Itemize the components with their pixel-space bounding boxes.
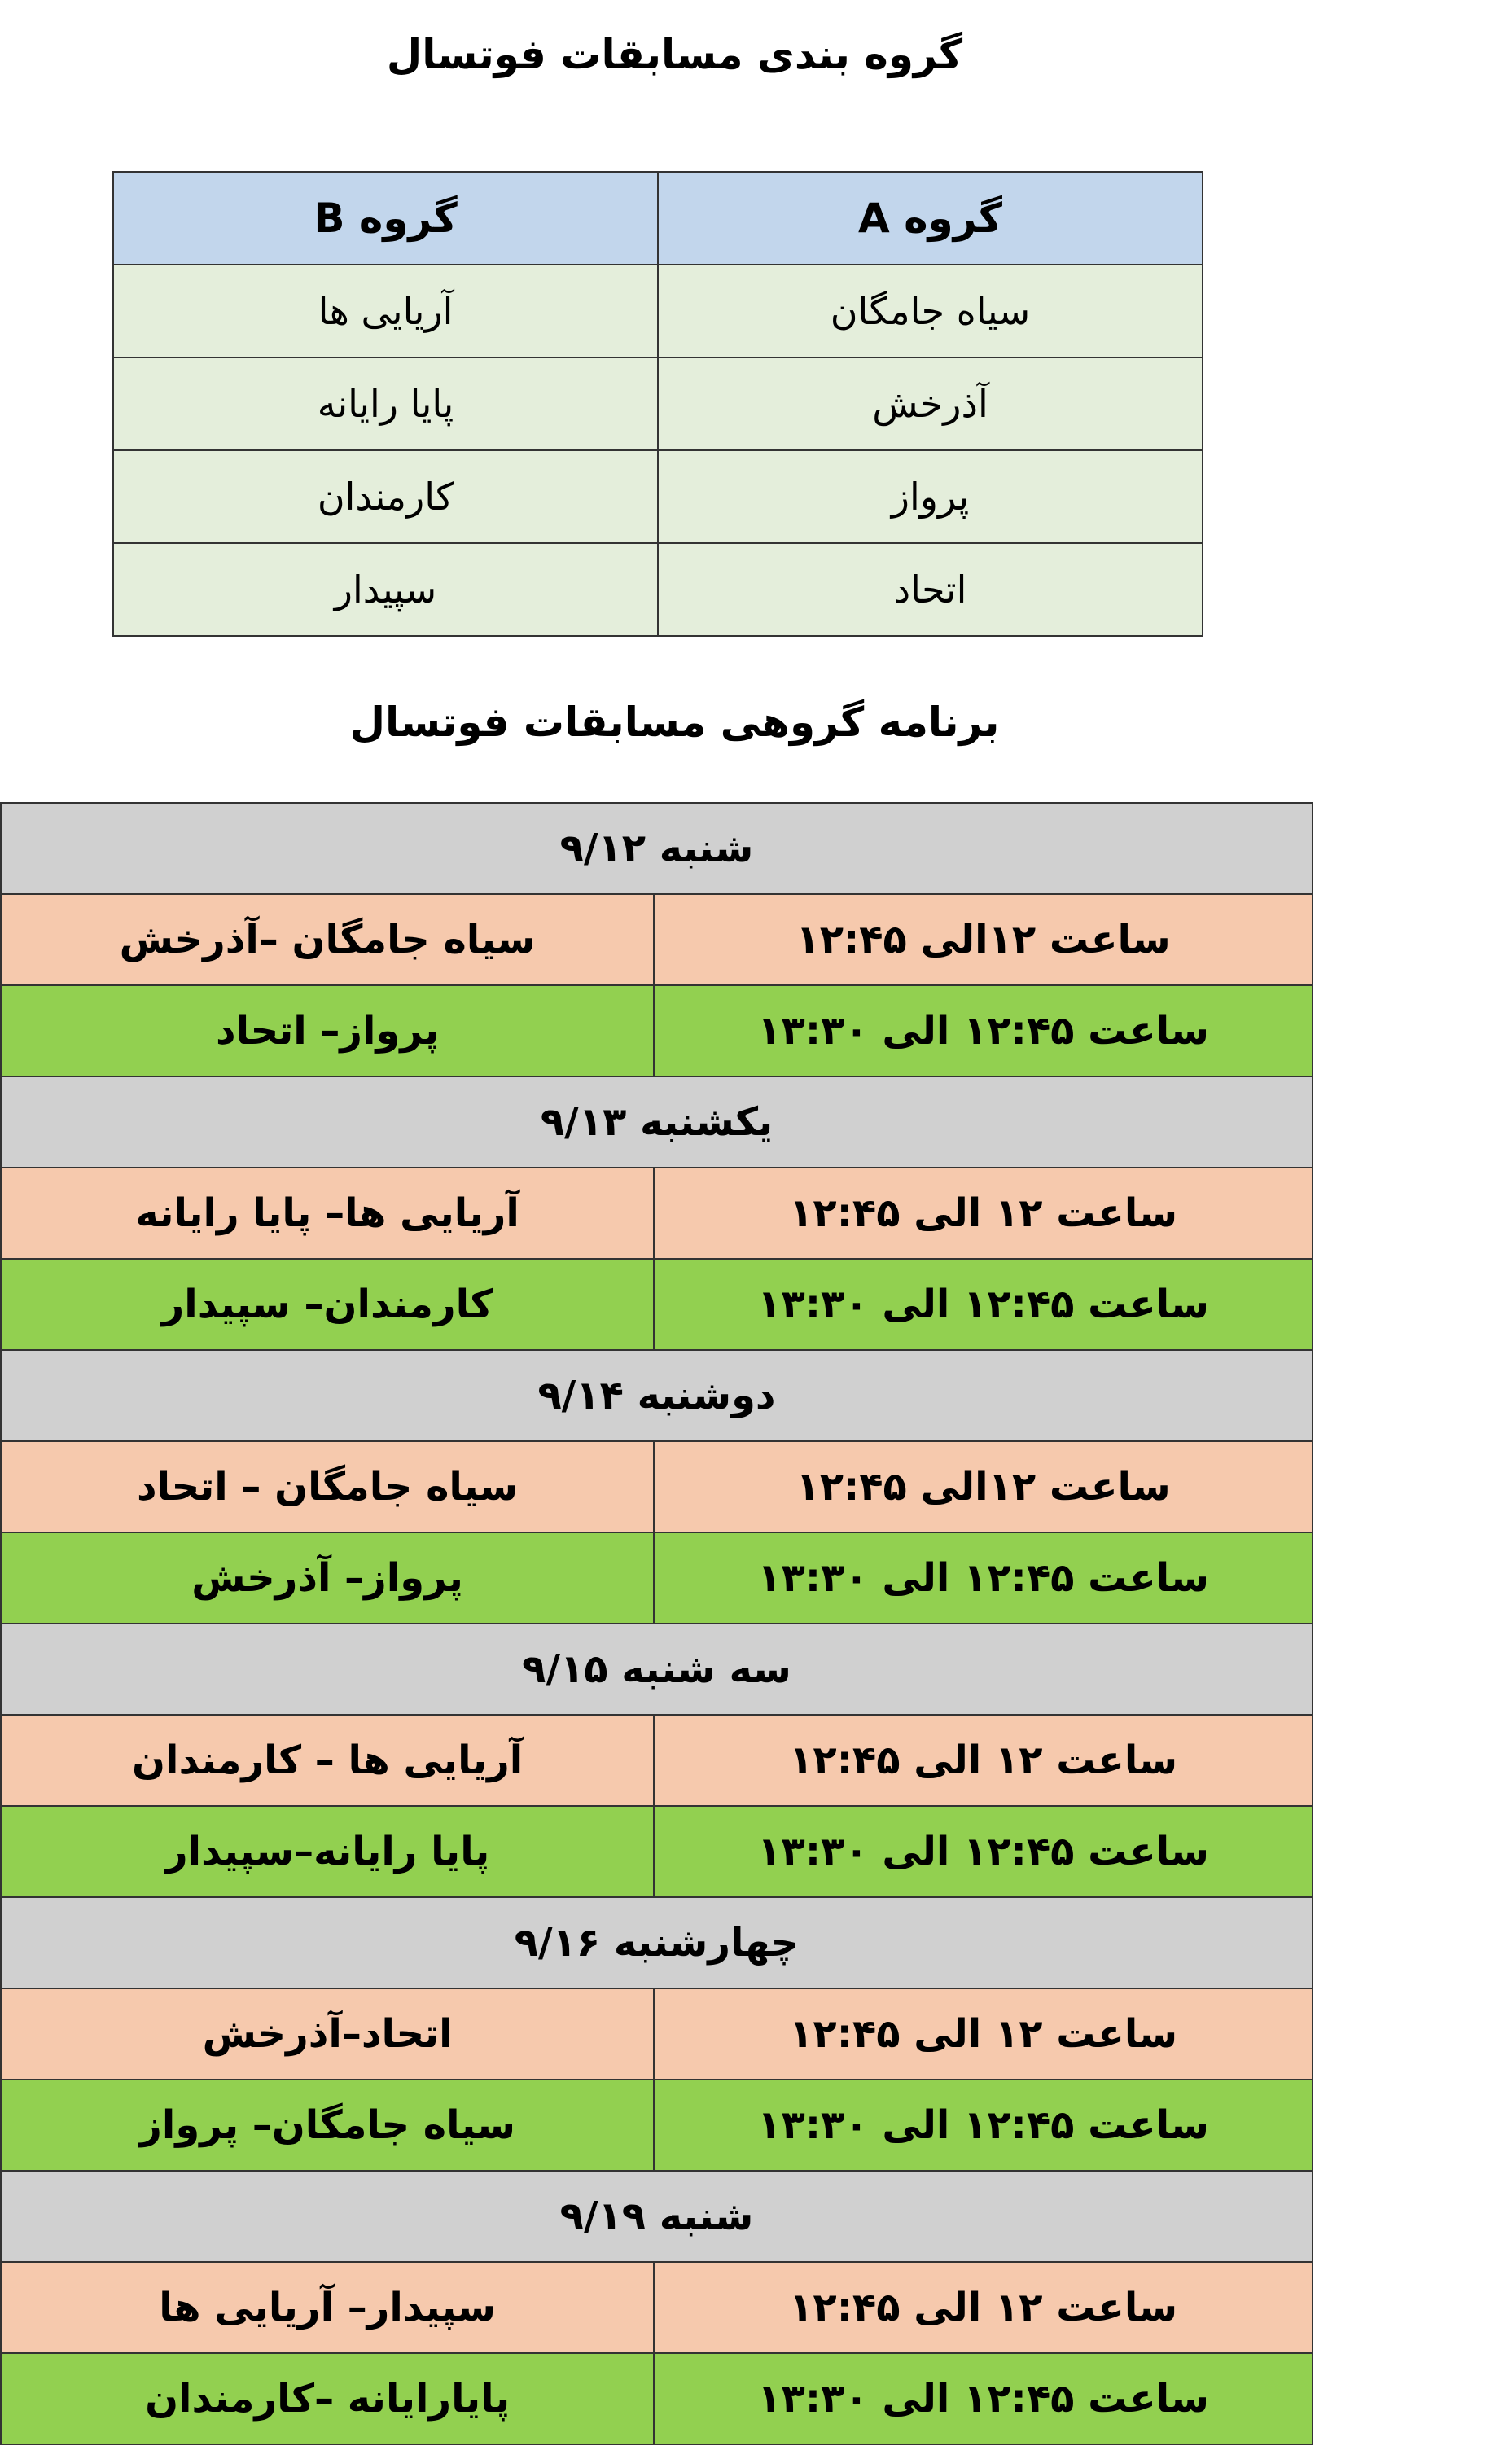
schedule-title: برنامه گروهی مسابقات فوتسال — [349, 699, 1000, 746]
match-teams: پرواز– آذرخش — [1, 1532, 654, 1624]
match-row — [1, 1988, 1313, 2080]
group-a-team: آذرخش — [658, 357, 1203, 450]
day-label: شنبه ۹/۱۲ — [1, 803, 1313, 894]
match-teams: پایارایانه –کارمندان — [1, 2353, 654, 2444]
match-teams: سیاه جامگان– پرواز — [1, 2080, 654, 2171]
day-label: شنبه ۹/۱۹ — [1, 2171, 1313, 2262]
day-label: یکشنبه ۹/۱۳ — [1, 1076, 1313, 1168]
match-time: ساعت ۱۲:۴۵ الی ۱۳:۳۰ — [654, 1806, 1313, 1897]
match-teams: آریایی ها– پایا رایانه — [1, 1168, 654, 1259]
group-a-team: پرواز — [658, 450, 1203, 543]
match-teams: پایا رایانه–سپیدار — [1, 1806, 654, 1897]
match-teams: سپیدار– آریایی ها — [1, 2262, 654, 2353]
group-b-header: گروه B — [113, 172, 658, 265]
groups-row — [113, 357, 1203, 450]
match-time: ساعت ۱۲الی ۱۲:۴۵ — [654, 894, 1313, 985]
day-row — [1, 2171, 1313, 2262]
match-row — [1, 894, 1313, 985]
day-row — [1, 1897, 1313, 1988]
match-row — [1, 1441, 1313, 1532]
day-row — [1, 1076, 1313, 1168]
match-time: ساعت ۱۲:۴۵ الی ۱۳:۳۰ — [654, 2353, 1313, 2444]
day-row — [1, 1350, 1313, 1441]
match-time: ساعت ۱۲ الی ۱۲:۴۵ — [654, 1988, 1313, 2080]
match-row — [1, 1715, 1313, 1806]
groups-row — [113, 450, 1203, 543]
day-label: چهارشنبه ۹/۱۶ — [1, 1897, 1313, 1988]
group-b-team: آریایی ها — [113, 265, 658, 357]
match-teams: آریایی ها – کارمندان — [1, 1715, 654, 1806]
match-time: ساعت ۱۲:۴۵ الی ۱۳:۳۰ — [654, 1259, 1313, 1350]
schedule-table — [0, 802, 1313, 2445]
match-time: ساعت ۱۲الی ۱۲:۴۵ — [654, 1441, 1313, 1532]
day-label: دوشنبه ۹/۱۴ — [1, 1350, 1313, 1441]
match-teams: پرواز– اتحاد — [1, 985, 654, 1076]
match-row — [1, 1259, 1313, 1350]
match-row — [1, 2262, 1313, 2353]
match-row — [1, 2353, 1313, 2444]
match-row — [1, 2080, 1313, 2171]
group-a-team: سیاه جامگان — [658, 265, 1203, 357]
match-teams: سیاه جامگان – اتحاد — [1, 1441, 654, 1532]
groups-table — [112, 171, 1203, 637]
groups-row — [113, 543, 1203, 636]
day-row — [1, 803, 1313, 894]
groups-row — [113, 265, 1203, 357]
group-b-team: پایا رایانه — [113, 357, 658, 450]
match-teams: کارمندان– سپیدار — [1, 1259, 654, 1350]
match-time: ساعت ۱۲ الی ۱۲:۴۵ — [654, 1168, 1313, 1259]
match-time: ساعت ۱۲ الی ۱۲:۴۵ — [654, 2262, 1313, 2353]
groups-title: گروه بندی مسابقات فوتسال — [386, 31, 963, 78]
match-row — [1, 1532, 1313, 1624]
match-time: ساعت ۱۲:۴۵ الی ۱۳:۳۰ — [654, 2080, 1313, 2171]
group-b-team: کارمندان — [113, 450, 658, 543]
match-time: ساعت ۱۲ الی ۱۲:۴۵ — [654, 1715, 1313, 1806]
day-row — [1, 1624, 1313, 1715]
group-a-team: اتحاد — [658, 543, 1203, 636]
match-row — [1, 985, 1313, 1076]
match-time: ساعت ۱۲:۴۵ الی ۱۳:۳۰ — [654, 985, 1313, 1076]
match-teams: سیاه جامگان –آذرخش — [1, 894, 654, 985]
groups-header-row — [113, 172, 1203, 265]
group-b-team: سپیدار — [113, 543, 658, 636]
match-teams: اتحاد–آذرخش — [1, 1988, 654, 2080]
match-time: ساعت ۱۲:۴۵ الی ۱۳:۳۰ — [654, 1532, 1313, 1624]
match-row — [1, 1168, 1313, 1259]
group-a-header: گروه A — [658, 172, 1203, 265]
day-label: سه شنبه ۹/۱۵ — [1, 1624, 1313, 1715]
match-row — [1, 1806, 1313, 1897]
